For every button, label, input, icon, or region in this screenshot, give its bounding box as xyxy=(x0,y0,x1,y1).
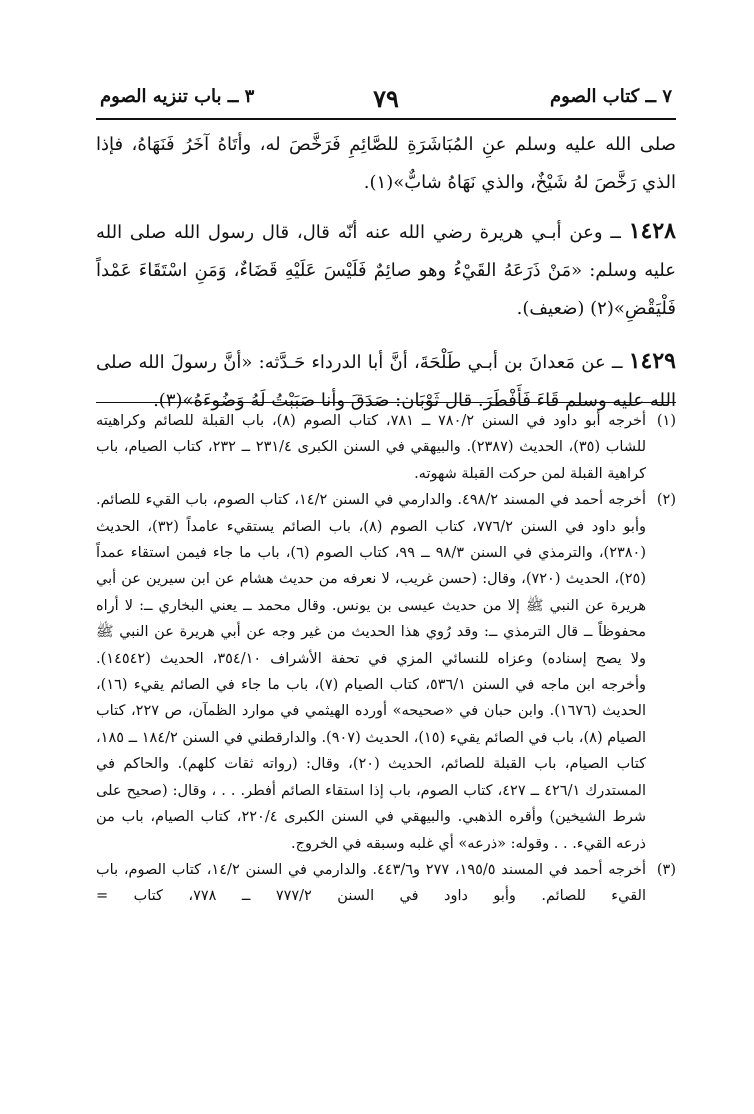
footnote-1 xyxy=(96,408,676,487)
footnote-separator xyxy=(96,402,676,403)
page-header xyxy=(96,84,676,120)
footnote-3 xyxy=(96,857,676,910)
footnote-text: أخرجه أحمد في المسند ٤٩٨/٢. والدارمي في السنن ١٤/٢، كتاب الصوم، باب القيء للصائم. وأبو داود في السنن ٧٧٦/٢، كتاب الصوم (٨)، باب الصائم يستقيء عامداً (٣٢)، الحديث (٢٣٨٠)، والترمذي في السنن ٩٨/٣ ــ ٩٩، كتاب الصوم (٦)، باب ما جاء فيمن استقاء عمداً (٢٥)، الحديث (٧٢٠)، وقال: (حسن غريب، لا نعرفه من حديث هشام عن ابن سيرين عن أبي هريرة عن النبي ﷺ إلا من حديث عيسى بن يونس. وقال محمد ــ يعني البخاري ــ: لا أراه محفوظاً ــ قال الترمذي ــ: وقد رُوي هذا الحديث من غير وجه عن أبي هريرة عن النبي ﷺ ولا يصح إسناده) وعزاه للنسائي المزي في تحفة الأشراف ٣٥٤/١٠، الحديث (١٤٥٤٢). وأخرجه ابن ماجه في السنن ٥٣٦/١، كتاب الصيام (٧)، باب ما جاء في الصائم يقيء (١٦)، الحديث (١٦٧٦). وابن حبان في «صحيحه» أورده الهيثمي في موارد الظمآن، ص ٢٢٧، كتاب الصيام (٨)، باب في الصائم يقيء (١٥)، الحديث (٩٠٧). والدارقطني في السنن ١٨٤/٢ ــ ١٨٥، كتاب الصيام، باب القبلة للصائم، الحديث (٢٠)، وقال: (رواته ثقات كلهم). والحاكم في المستدرك ٤٢٦/١ ــ ٤٢٧، كتاب الصوم، باب إذا استقاء الصائم أفطر. . . ، وقال: (صحيح على شرط الشيخين) وأقره الذهبي. والبيهقي في السنن الكبرى ٢٢٠/٤، كتاب الصيام، باب من ذرعه القيء. . . وقوله: «ذرعه» أي غلبه وسبقه في الخروج. xyxy=(95,492,647,852)
footnote-marker: (١) xyxy=(656,413,676,429)
hadith-1428 xyxy=(96,212,676,328)
footnote-2 xyxy=(96,487,676,857)
paragraph-continuation: صلى الله عليه وسلم عنِ المُبَاشَرَةِ للصَّائِمِ فَرَخَّصَ له، وأتَاهُ آخَرُ فَنَهَاهُ، فإذا الذي رَخَّصَ لهُ شَيْخٌ، والذي نَهَاهُ شابٌّ»(١). xyxy=(96,134,676,193)
hadith-number: ١٤٢٩ xyxy=(628,348,676,374)
footnote-text: أخرجه أحمد في المسند ١٩٥/٥، ٢٧٧ و٤٤٣/٦. والدارمي في السنن ١٤/٢، كتاب الصوم، باب القيء للصائم. وأبو داود في السنن ٧٧٧/٢ ــ ٧٧٨، كتاب = xyxy=(96,861,646,905)
hadith-text: ــ عن مَعدانَ بن أبـي طَلْحَةَ، أنَّ أبا الدرداء حَـدَّثه: «أنَّ رسولَ الله صلى الله عليه وسلم قَاءَ فَأَفْطَرَ. قال ثَوْبَان: صَدَقَ وأنا صَبَبْتُ لَهُ وَضُوءَهُ»(٣). xyxy=(96,352,676,411)
main-text xyxy=(96,126,676,434)
footnote-marker: (٢) xyxy=(656,492,676,509)
header-book-title: ٧ ــ كتاب الصوم xyxy=(550,86,672,107)
hadith-number: ١٤٢٨ xyxy=(628,218,676,244)
footnote-text: أخرجه أبو داود في السنن ٧٨٠/٢ ــ ٧٨١، كتاب الصوم (٨)، باب القبلة للصائم وكراهيته للشاب (٣٥)، الحديث (٢٣٨٧). والبيهقي في السنن الكبرى ٢٣١/٤ ــ ٢٣٢، كتاب الصيام، باب كراهية القبلة لمن حركت القبلة شهوته. xyxy=(96,413,647,482)
hadith-text: ــ وعن أبـي هريرة رضي الله عنه أنّه قال، قال رسول الله صلى الله عليه وسلم: «مَنْ ذَرَعَهُ القَيْءُ وهو صائِمٌ فَلَيْسَ عَلَيْهِ قَضَاءٌ، وَمَنِ اسْتَقَاءَ عَمْداً فَلْيَقْضِ»(٢) (ضعيف). xyxy=(96,222,676,319)
page-number: ٧٩ xyxy=(373,84,399,113)
header-chapter-title: ٣ ــ باب تنزيه الصوم xyxy=(100,86,255,107)
footnotes xyxy=(96,408,676,910)
footnote-marker: (٣) xyxy=(656,861,676,878)
